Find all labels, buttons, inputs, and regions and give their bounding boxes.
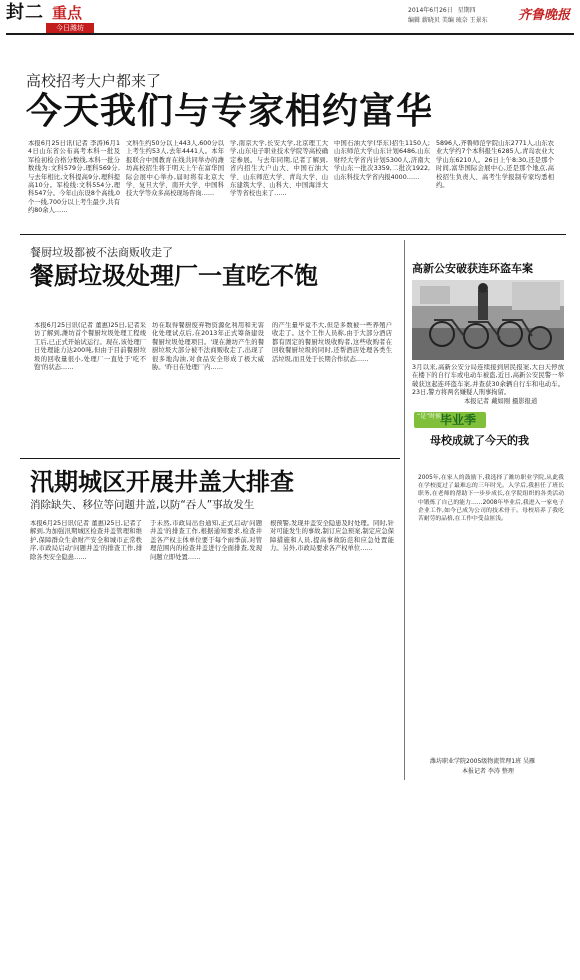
sidebar1-credit: 本报记者 戴如刚 摄影报道: [464, 398, 538, 405]
sidebar2-signature: 潍坊职业学院2005级物流管理1班 吴雁: [430, 758, 535, 765]
section-sub: 重点: [52, 4, 83, 22]
paper-logo: 齐鲁晚报: [518, 8, 571, 23]
story2-col3: 的产生量毕竟不大,但是多数被一些养殖户收走了。这个工作人员称,由于大部分酒店都有固定的餐厨垃圾收购者,这些收购者在回收餐厨垃圾的同时,还帮酒店处理各类生活垃圾,而且处于长期合作状态……: [272, 322, 392, 363]
sidebar1-headline: 高新公安破获连环盗车案: [412, 262, 533, 275]
masthead-rule: [6, 33, 574, 35]
column-logo: [414, 412, 486, 428]
column-logo-text: 毕业季: [440, 413, 477, 427]
column-divider: [404, 240, 405, 780]
story1-col5: 5896人,齐鲁师范学院山东2771人,山东农业大学约7个本科报生6285人,青岛农业大学山东6210人。26日上午8:30,还是那个时间,富华国际会展中心,还是那个地点,高校招生负责人、高考生学报制专家均悉相约。: [436, 140, 554, 190]
story1-col1: 本报6月25日讯(记者 李涛)6月14日山东省公布高考本科一批及军检初检合格分数线,本科一批分数线为:文科579分,理科569分,与去年相比,文科提高9分,理科提高10分。军检线:文科554分,理科547分。今年山东设8个高线,0个一线,700分以上考生最少,共有约80余人……: [28, 140, 120, 215]
story2-col2: 坊在取得餐厨废弃物资源化利用和无害化处理试点后,在2013年正式筹备建设餐厨垃圾处理项目。'现在潍坊产生的餐厨垃圾大部分被不法商贩收走了,出现了很多地沟油,对食品安全形成了极大威胁。'昨日在处理厂内……: [152, 322, 264, 372]
story1-col4: 中国石油大学(华东)招生1150人;山东师范大学山东计划6486,山东财经大学省内计划5300人,济南大学山东一批次3359,二批次1922,山东科技大学省内报4000……: [334, 140, 430, 181]
section-rule-1: [20, 234, 566, 235]
sidebar1-photo: [412, 280, 564, 360]
story3-col3: 根预警,发现井盖安全隐患及时处理。同时,针对可能发生的事故,制订应急预案,制定应急保障措施和人员,提高事故防范和应急处置能力。另外,市政局要求各产权单位……: [270, 520, 394, 553]
weekday-text: 星期四: [457, 7, 476, 14]
date-text: 2014年6月26日: [408, 7, 453, 14]
story3-subhead: 消除缺失、移位等问题井盖,以防“吞人”事故发生: [30, 499, 255, 511]
issue-date: [408, 7, 476, 15]
sidebar2-headline: 母校成就了今天的我: [430, 434, 529, 447]
sidebar2-credit: 本报记者 李涛 整理: [462, 768, 514, 775]
story2-headline: 餐厨垃圾处理厂一直吃不饱: [30, 262, 318, 290]
story1-col3: 学,南京大学,长安大学,北京理工大学,山东电子职业技术学院等高校确定参展。与去年同期,记者了解到,省内招生大户山大、中国石油大学、山东师范大学、青岛大学、山东建筑大学、山科大、中国海洋大学等省校也来了……: [230, 140, 328, 198]
story1-col2: 文科生约50分以上443人,600分以上考生约53人,去年4441人。本年报联合中国教育在线共同举办的潍坊高校招生将于明天上午在富华国际会展中心举办,届时将有北京大学、复旦大学、南开大学、中国科技大学等众多高校现场咨询……: [126, 140, 224, 198]
story2-kicker: 餐厨垃圾都被不法商贩收走了: [30, 246, 173, 259]
section-tag: 今日潍坊: [46, 23, 94, 33]
story3-col1: 本报6月25日讯(记者 董惠)25日,记者了解到,为加强汛期城区检查井盖管理和维护,保障群众生命财产安全和城市正常秩序,市政局启动'问题井盖'的排查工作,排除各类安全隐患……: [30, 520, 142, 561]
story2-col1: 本报6月25日讯(记者 董惠)25日,记者采访了解到,潍坊首个餐厨垃圾处理工程竣工后,已正式开始试运行。现在,该处理厂日处理能力达200吨,但由于目前餐厨垃圾的回收量很小,处理厂一直处于'吃不饱'的状态……: [34, 322, 146, 372]
story3-headline: 汛期城区开展井盖大排查: [30, 468, 294, 496]
sidebar1-body: 3月以来,高新公安分局连续接到居民报案,大白天停放在楼下的自行车或电动车被盗,近日,高新公安民警一举破获这起连环盗车案,并查获30余辆自行车和电动车。23日,警方将两名嫌疑人刑事拘留。: [412, 364, 564, 396]
section-name: 封二: [6, 2, 44, 23]
column-logo-small: “是”时候: [417, 413, 442, 420]
photo-illustration: [412, 280, 564, 360]
story1-kicker: 高校招考大户都来了: [26, 72, 162, 90]
section-rule-2: [20, 458, 400, 459]
masthead: [6, 3, 574, 33]
story1-headline: 今天我们与专家相约富华: [26, 91, 434, 132]
editors: 编辑 薪晓贝 美编 琉奈 王景东: [408, 17, 488, 24]
sidebar2-body: 2005年,在家人的鼓励下,我选择了潍坊职业学院,从此我在学校度过了最难忘的三年时光。入学后,我担任了班长职务,在老师的帮助下一步步成长,在学院组织的各类活动中锻炼了自己的能力……2008年毕业后,我进入一家电子企业工作,如今已成为公司的技术骨干。母校培养了我吃苦耐劳的品格,在工作中受益匪浅。: [418, 475, 564, 523]
story3-col2: 于未然,市政局出台通知,正式启动'问题井盖'的排查工作,根据通知要求,检查井盖各产权主体单位要于每个雨季前,对管理范围内的检查井盖进行全面排查,发现问题立即处置……: [150, 520, 262, 561]
